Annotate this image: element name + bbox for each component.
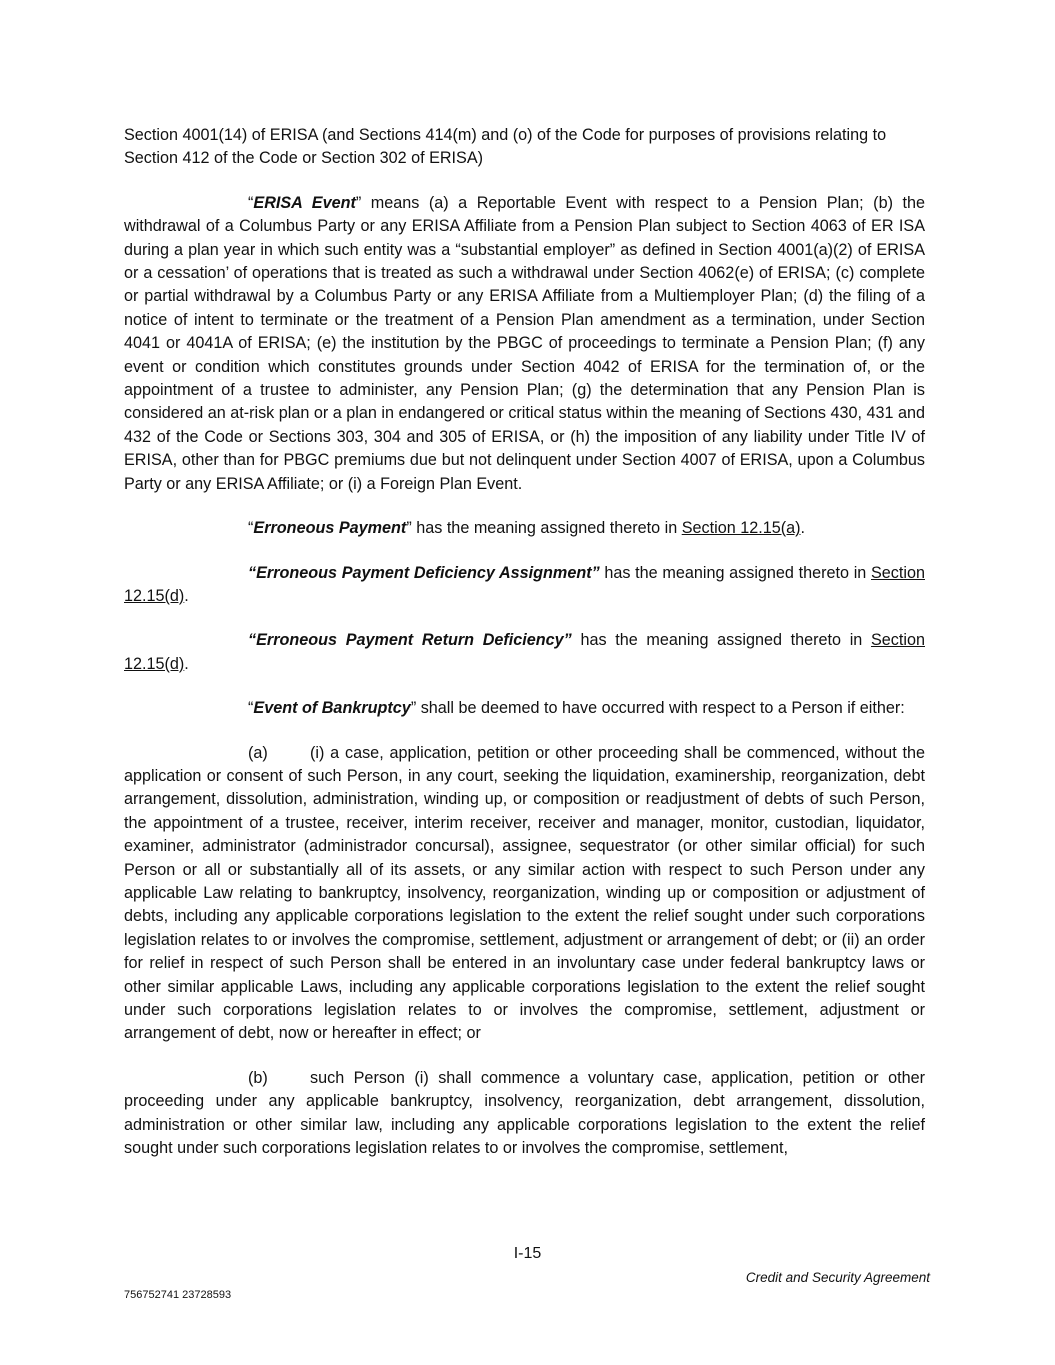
definition-text: has the meaning assigned thereto in [599, 563, 871, 582]
open-quote: “ [248, 193, 254, 212]
section-reference: Section 12.15(d) [124, 631, 925, 673]
paragraph-continuation [124, 124, 925, 171]
section-reference: Section 12.15(a) [681, 519, 801, 538]
end-punctuation: . [184, 654, 189, 673]
close-quote: ” [406, 519, 412, 538]
document-id: 756752741 23728593 [124, 1289, 232, 1301]
defined-term: Erroneous Payment [253, 519, 407, 538]
end-punctuation: . [800, 519, 805, 538]
page-number: I-15 [513, 1245, 542, 1262]
definition-erroneous-payment-deficiency-assignment [124, 562, 925, 609]
paragraph-text: Section 4001(14) of ERISA (and Sections 414(m) and (o) of the Code for purposes of provisions relating to Section 412 of the Code or Section 302 of ERISA) [124, 126, 887, 168]
open-quote: “ [248, 519, 254, 538]
defined-term: ERISA Event [253, 193, 356, 212]
open-quote: “ [248, 699, 254, 718]
clause-text: (i) a case, application, petition or other proceeding shall be commenced, without the application or consent of such Person, in any court, seeking the liquidation, examinership, reorganization, debt arrangement, dissolution, administration, winding up, or composition or readjustment of debts of such Person, the appointment of a trustee, receiver, interim receiver, receiver and manager, monitor, custodian, liquidator, examiner, administrator (administrador concursal), assignee, sequestrator (or other similar official) for such Person or all or substantially all of its assets, or any similar action with respect to such Person under any applicable Law relating to bankruptcy, insolvency, reorganization, winding up or composition or adjustment of debts, including any applicable corporations legislation to the extent the relief sought under such corporations legislation relates to or involves the compromise, settlement, adjustment or arrangement of debt; or (ii) an order for relief in respect of such Person shall be entered in an involuntary case under federal bankruptcy laws or other similar applicable Laws, including any applicable corporations legislation to the extent the relief sought under such corporations legislation relates to or involves the compromise, settlement, adjustment or arrangement of debt, now or hereafter in effect; or [124, 743, 925, 1043]
section-reference: Section 12.15(d) [124, 563, 925, 605]
clause-a [124, 742, 925, 1046]
end-punctuation: . [184, 586, 189, 605]
clause-text: such Person (i) shall commence a voluntary case, application, petition or other proceeding under any applicable bankruptcy, insolvency, reorganization, debt arrangement, dissolution, administration or other similar law, including any applicable corporations legislation to the extent the relief sought under such corporations legislation relates to or involves the compromise, settlement, [124, 1068, 925, 1158]
definition-text: has the meaning assigned thereto in [411, 519, 682, 538]
definition-text: shall be deemed to have occurred with respect to a Person if either: [416, 699, 905, 718]
clause-b [124, 1067, 925, 1161]
definition-erisa-event [124, 192, 925, 496]
document-body [124, 124, 925, 1181]
defined-term: Event of Bankruptcy [253, 699, 411, 718]
definition-erroneous-payment [124, 517, 925, 540]
defined-term: “Erroneous Payment Return Deficiency” [248, 631, 572, 650]
definition-erroneous-payment-return-deficiency [124, 629, 925, 676]
close-quote: ” [355, 193, 362, 212]
defined-term: “Erroneous Payment Deficiency Assignment” [248, 563, 600, 582]
definition-event-of-bankruptcy [124, 697, 925, 720]
definition-text: means (a) a Reportable Event with respect to a Pension Plan; (b) the withdrawal of a Columbus Party or any ERISA Affiliate from a Pension Plan subject to Section 4063 of ER ISA during a plan year in which such entity was a “substantial employer” as defined in Section 4001(a)(2) of ERISA or a cessation’ of operations that is treated as such a withdrawal under Section 4062(e) of ERISA; (c) complete or partial withdrawal by a Columbus Party or any ERISA Affiliate from a Multiemployer Plan; (d) the filing of a notice of intent to terminate or the treatment of a Pension Plan amendment as a termination, under Section 4041 or 4041A of ERISA; (e) the institution by the PBGC of proceedings to terminate a Pension Plan; (f) any event or condition which constitutes grounds under Section 4042 of ERISA for the termination of, or the appointment of a trustee to administer, any Pension Plan; (g) the determination that any Pension Plan is considered an at-risk plan or a plan in endangered or critical status within the meaning of Sections 430, 431 and 432 of the Code or Sections 303, 304 and 305 of ERISA, or (h) the imposition of any liability under Title IV of ERISA, other than for PBGC premiums due but not delinquent under Section 4007 of ERISA, upon a Columbus Party or any ERISA Affiliate; or (i) a Foreign Plan Event. [124, 193, 925, 493]
clause-label: (b) [248, 1068, 268, 1087]
clause-label: (a) [248, 743, 268, 762]
footer-document-title: Credit and Security Agreement [745, 1270, 930, 1285]
close-quote: ” [410, 699, 417, 718]
definition-text: has the meaning assigned thereto in [571, 631, 871, 650]
